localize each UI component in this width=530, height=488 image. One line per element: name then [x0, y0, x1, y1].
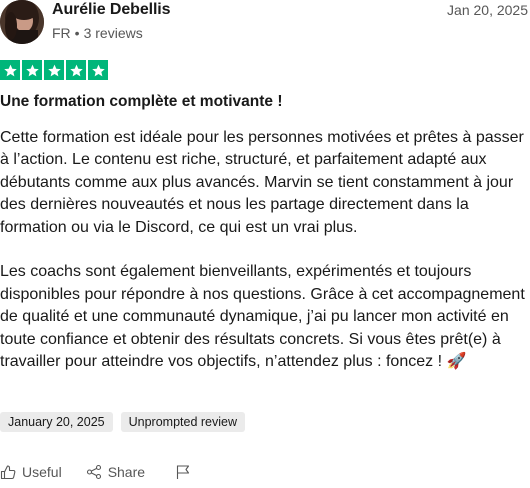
meta-separator: • — [74, 25, 80, 41]
flag-icon — [175, 464, 191, 480]
avatar[interactable] — [0, 0, 44, 44]
star-icon — [88, 60, 108, 80]
reviewer-country: FR — [52, 25, 71, 41]
star-icon — [66, 60, 86, 80]
reviewer-name[interactable]: Aurélie Debellis — [52, 1, 171, 18]
experience-date-badge: January 20, 2025 — [0, 412, 113, 432]
review-paragraph: Les coachs sont également bienveillants, expérimentés et toujours disponibles pour répondre à nos questions. Grâce à cet accompagnement de qualité et une communauté dynamique, j’ai pu lancer mon activité en toute confiance et obtenir des résultats concrets. Si vous êtes prêt(e) à travailler pour atteindre vos objectifs, n’attendez plus : foncez ! 🚀 — [0, 263, 525, 371]
review-actions — [0, 462, 191, 482]
review-title: Une formation complète et motivante ! — [0, 93, 283, 110]
star-rating — [0, 60, 108, 80]
share-label: Share — [107, 464, 146, 480]
star-icon — [0, 60, 20, 80]
review-header — [0, 0, 530, 46]
useful-label: Useful — [22, 464, 62, 480]
share-button[interactable] — [86, 462, 145, 482]
report-button[interactable] — [175, 464, 191, 480]
unprompted-review-badge[interactable]: Unprompted review — [121, 412, 245, 432]
useful-button[interactable] — [0, 462, 62, 482]
reviewer-meta — [52, 24, 143, 42]
avatar-photo — [0, 0, 44, 44]
review-tags — [0, 412, 245, 432]
thumbs-up-icon — [0, 464, 16, 480]
review-paragraph: Cette formation est idéale pour les personnes motivées et prêtes à passer à l’action. Le contenu est riche, structuré, et parfaitement adapté aux débutants comme aux plus avancés. Marvin se tient constamment à jour des dernières nouveautés et nous les partage directement dans la formation ou via le Discord, ce qui est un vrai plus. — [0, 129, 524, 236]
review-date: Jan 20, 2025 — [447, 2, 528, 18]
reviewer-reviews-count: 3 reviews — [83, 25, 143, 41]
share-icon — [86, 464, 102, 480]
star-icon — [44, 60, 64, 80]
star-icon — [22, 60, 42, 80]
review-body — [0, 127, 528, 373]
